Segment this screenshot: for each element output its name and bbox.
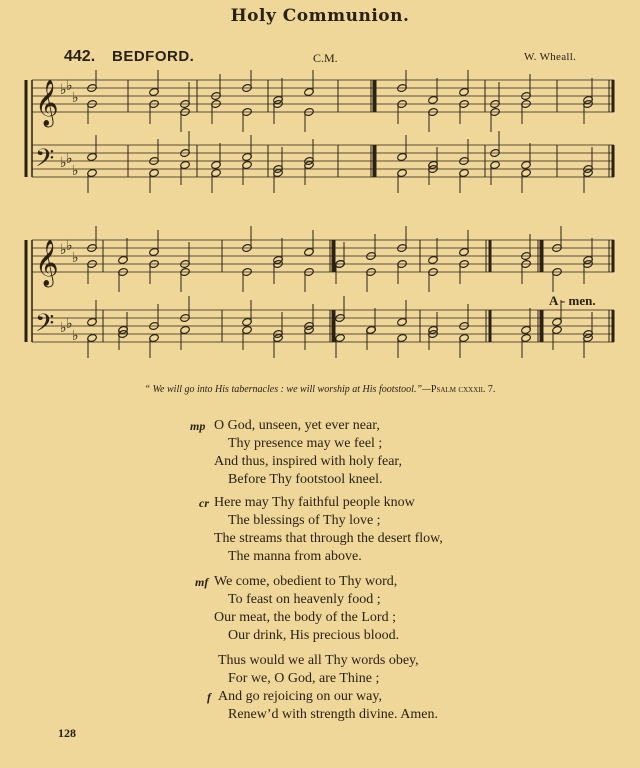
epigraph-reference: Psalm cxxxii. 7. bbox=[430, 384, 496, 395]
flat-sign: ♭ bbox=[66, 151, 73, 167]
dynamic-mark: mf bbox=[195, 575, 209, 589]
amen-lyric: A - men. bbox=[549, 293, 596, 308]
tune-name: BEDFORD. bbox=[112, 48, 195, 65]
flat-sign: ♭ bbox=[66, 316, 73, 332]
verse-line: For we, O God, are Thine ; bbox=[228, 671, 380, 686]
verse-line: Here may Thy faithful people know bbox=[214, 495, 415, 510]
treble-clef: 𝄞 bbox=[35, 80, 59, 126]
running-head: Holy Communion. bbox=[230, 6, 410, 26]
verse-line: Thus would we all Thy words obey, bbox=[218, 653, 419, 668]
flat-sign: ♭ bbox=[72, 328, 79, 344]
flat-sign: ♭ bbox=[66, 238, 73, 254]
flat-sign: ♭ bbox=[60, 82, 67, 98]
bass-clef: 𝄢 bbox=[35, 144, 55, 179]
hymn-header bbox=[0, 48, 640, 68]
verse-line: And go rejoicing on our way, bbox=[218, 689, 382, 704]
bass-clef: 𝄢 bbox=[35, 309, 55, 344]
dynamic-mark: cr bbox=[199, 496, 209, 510]
hymn-number: 442. bbox=[64, 48, 96, 65]
verse-line: Our drink, His precious blood. bbox=[228, 628, 400, 643]
epigraph-text: “ We will go into His tabernacles : we will worship at His footstool.”— bbox=[144, 384, 431, 395]
verse-line: We come, obedient to Thy word, bbox=[214, 574, 398, 589]
flat-sign: ♭ bbox=[72, 90, 79, 106]
dynamic-mark: mp bbox=[190, 419, 206, 433]
composer: W. Wheall. bbox=[524, 51, 577, 63]
verse-line: Our meat, the body of the Lord ; bbox=[214, 610, 396, 625]
flat-sign: ♭ bbox=[72, 163, 79, 179]
flat-sign: ♭ bbox=[66, 78, 73, 94]
verse-line: The manna from above. bbox=[228, 549, 362, 564]
verse-line: The blessings of Thy love ; bbox=[228, 513, 381, 528]
flat-sign: ♭ bbox=[60, 155, 67, 171]
verse-line: The streams that through the desert flow, bbox=[214, 531, 443, 546]
page-number: 128 bbox=[58, 726, 76, 740]
verse-line: Thy presence may we feel ; bbox=[228, 436, 383, 451]
dynamic-mark: f bbox=[207, 690, 211, 704]
verse-line: Before Thy footstool kneel. bbox=[228, 472, 383, 487]
epigraph bbox=[0, 384, 640, 395]
verse-line: And thus, inspired with holy fear, bbox=[214, 454, 403, 469]
flat-sign: ♭ bbox=[60, 242, 67, 258]
music-score bbox=[0, 70, 640, 370]
meter: C.M. bbox=[313, 51, 338, 65]
verse-line: Renew’d with strength divine. Amen. bbox=[228, 707, 438, 722]
verse-line: To feast on heavenly food ; bbox=[228, 592, 381, 607]
verse-line: O God, unseen, yet ever near, bbox=[214, 418, 380, 433]
treble-clef: 𝄞 bbox=[35, 240, 59, 286]
flat-sign: ♭ bbox=[72, 250, 79, 266]
flat-sign: ♭ bbox=[60, 320, 67, 336]
